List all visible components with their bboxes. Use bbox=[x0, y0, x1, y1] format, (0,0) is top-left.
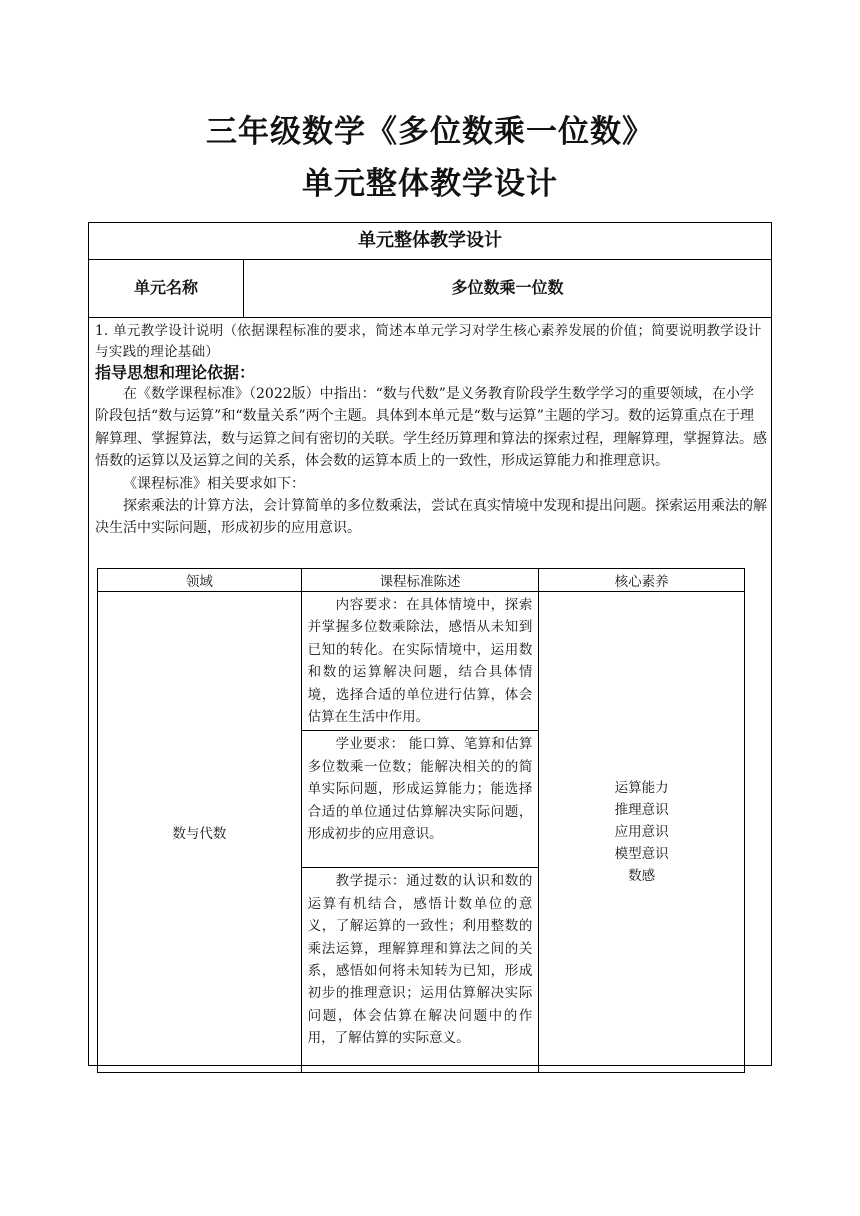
standard-content-requirement: 内容要求：在具体情境中，探索并掌握多位数乘除法，感悟从未知到已知的转化。在实际情境中，运用数和数的运算解决问题，结合具体情境，选择合适的单位进行估算，体会估算在生活中作用。 bbox=[301, 592, 539, 731]
col-header-domain: 领域 bbox=[98, 569, 302, 592]
col-header-literacy: 核心素养 bbox=[539, 569, 745, 592]
design-table bbox=[88, 222, 772, 1066]
table-row bbox=[98, 592, 745, 731]
unit-name-label: 单元名称 bbox=[89, 259, 244, 317]
core-literacy-item: 运算能力 bbox=[614, 780, 669, 797]
core-literacy-item: 应用意识 bbox=[614, 824, 669, 841]
paragraph-standard: 在《数学课程标准》（2022版）中指出：“数与代数”是义务教育阶段学生数学学习的重要领域，在小学阶段包括“数与运算”和“数量关系”两个主题。具体到本单元是“数与运算”主题的学习。数的运算重点在于理解算理、掌握算法，数与运算之间有密切的关联。学生经历算理和算法的探索过程，理解算理，掌握算法。感悟数的运算以及运算之间的关系，体会数的运算本质上的一致性，形成运算能力和推理意识。 bbox=[95, 386, 767, 470]
domain-cell: 数与代数 bbox=[98, 592, 302, 1073]
core-literacy-cell bbox=[539, 592, 745, 1073]
paragraph-requirements-intro: 《课程标准》相关要求如下： bbox=[123, 475, 305, 492]
guide-heading: 指导思想和理论依据： bbox=[95, 363, 256, 382]
document-title: 三年级数学《多位数乘一位数》 bbox=[206, 114, 654, 150]
document-subtitle: 单元整体教学设计 bbox=[302, 166, 558, 202]
core-literacy-item: 推理意识 bbox=[614, 802, 669, 819]
standards-header-row bbox=[98, 569, 745, 592]
standard-academic-requirement: 学业要求： 能口算、笔算和估算多位数乘一位数；能解决相关的的简单实际问题，形成运算能力；能选择合适的单位通过估算解决实际问题，形成初步的应用意识。 bbox=[301, 731, 539, 868]
standard-teaching-tips: 教学提示：通过数的认识和数的运算有机结合，感悟计数单位的意义，了解运算的一致性；利用整数的乘法运算，理解算理和算法之间的关系，感悟如何将未知转为已知，形成初步的推理意识；运用估算解决实际问题，体会估算在解决问题中的作用，了解估算的实际意义。 bbox=[301, 868, 539, 1073]
table-header: 单元整体教学设计 bbox=[89, 223, 771, 260]
unit-name-row bbox=[89, 259, 771, 318]
core-literacy-item: 模型意识 bbox=[614, 846, 669, 863]
standards-table bbox=[97, 568, 745, 1073]
paragraph-requirements: 探索乘法的计算方法，会计算简单的多位数乘法，尝试在真实情境中发现和提出问题。探索运用乘法的解决生活中实际问题，形成初步的应用意识。 bbox=[95, 498, 767, 537]
design-note: 1. 单元教学设计说明（依据课程标准的要求，简述本单元学习对学生核心素养发展的价值；简要说明教学设计与实践的理论基础） bbox=[95, 323, 762, 360]
unit-name-value: 多位数乘一位数 bbox=[451, 278, 564, 297]
col-header-standard: 课程标准陈述 bbox=[301, 569, 539, 592]
design-description bbox=[95, 321, 767, 540]
core-literacy-item: 数感 bbox=[628, 868, 656, 885]
